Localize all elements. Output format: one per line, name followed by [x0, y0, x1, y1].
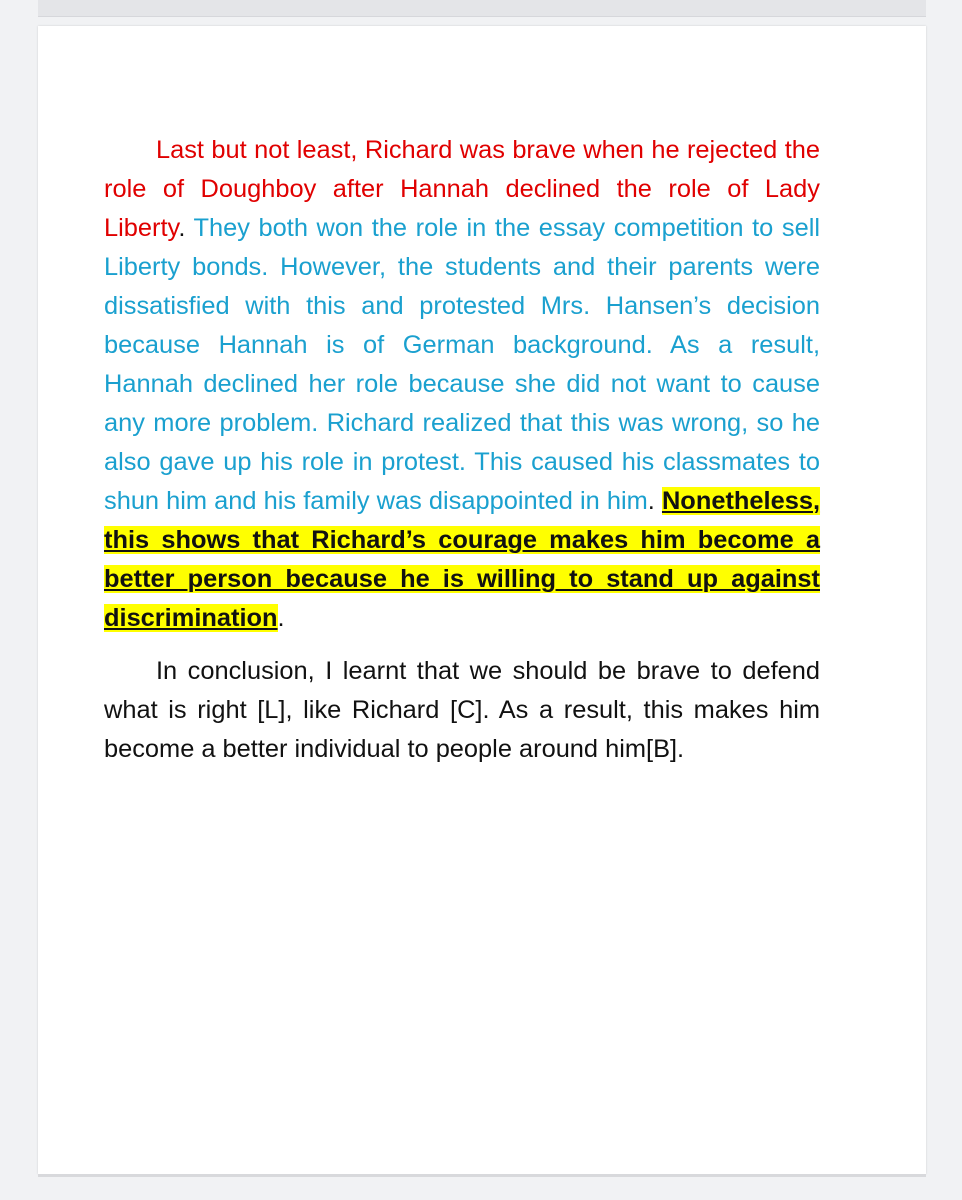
- punctuation-period: .: [277, 604, 285, 632]
- red-topic-sentence: Last but not least, Richard was brave when he rejected the role of Doughboy after Hannah declined the role of Lady Liberty: [104, 136, 820, 242]
- highlighted-explanation: Nonetheless, this shows that Richard’s courage makes him become a better person because he is willing to stand up against discrimination: [104, 487, 821, 632]
- blue-evidence-text: They both won the role in the essay competition to sell Liberty bonds. However, the students and their parents were dissatisfied with this and protested Mrs. Hansen’s decision because Hannah is of German background. As a result, Hannah declined her role because she did not want to cause any more problem. Richard realized that this was wrong, so he also gave up his role in protest. This caused his classmates to shun him and his family was disappointed in him: [104, 214, 820, 515]
- page-bottom-edge: [38, 1174, 926, 1177]
- punctuation-period: .: [647, 487, 662, 515]
- paragraph-conclusion: In conclusion, I learnt that we should be brave to defend what is right [L], like Richard [C]. As a result, this makes him become a better individual to people around him[B].: [104, 657, 820, 763]
- paragraph-body: [104, 131, 820, 638]
- punctuation-period: .: [178, 214, 186, 242]
- previous-page-edge: [38, 0, 926, 17]
- document-body: [104, 131, 820, 769]
